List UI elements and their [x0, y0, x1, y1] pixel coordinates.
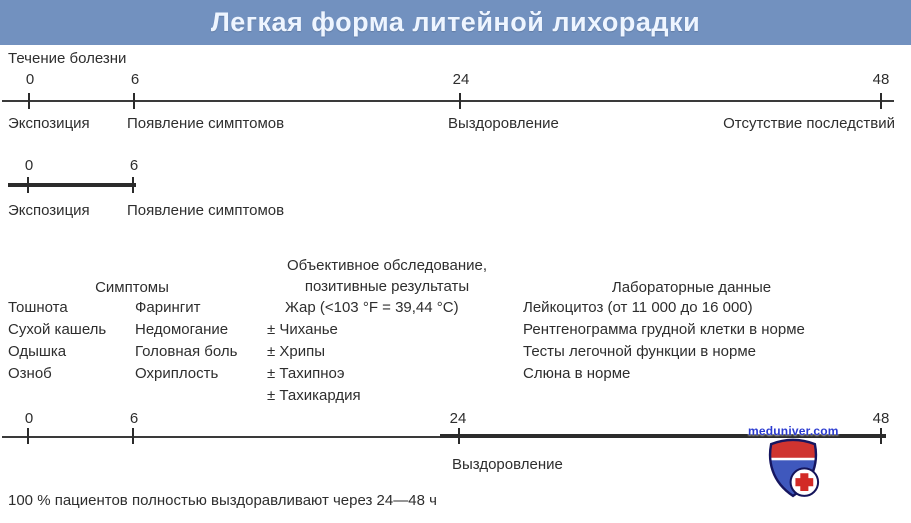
lab-item: Слюна в норме	[523, 365, 631, 382]
timeline-axis	[2, 436, 446, 438]
tick-mark	[27, 177, 29, 193]
footer-note: 100 % пациентов полностью выздоравливают через 24—48 ч	[8, 492, 437, 509]
tick-number: 6	[129, 157, 139, 174]
tick-mark	[459, 93, 461, 109]
symptom-item: Тошнота	[8, 299, 68, 316]
tick-number: 48	[872, 410, 890, 427]
tick-mark	[132, 177, 134, 193]
tick-mark	[132, 428, 134, 444]
objective-item: ± Чиханье	[267, 321, 338, 338]
tick-mark	[28, 93, 30, 109]
symptom-item: Сухой кашель	[8, 321, 107, 338]
tick-mark	[880, 428, 882, 444]
lab-item: Рентгенограмма грудной клетки в норме	[523, 321, 805, 338]
phase-label-recovery: Выздоровление	[448, 115, 559, 132]
phase-label-symptom-onset: Появление симптомов	[127, 115, 285, 132]
symptom-item: Недомогание	[135, 321, 229, 338]
objective-item: ± Тахикардия	[267, 387, 361, 404]
meduniver-watermark: meduniver.com	[748, 424, 839, 438]
tick-number: 0	[24, 157, 34, 174]
symptom-item: Головная боль	[135, 343, 238, 360]
symptom-item: Охриплость	[135, 365, 219, 382]
tick-mark	[880, 93, 882, 109]
objective-exam-header: Объективное обследование, позитивные результаты	[286, 257, 487, 295]
tick-number: 48	[872, 71, 890, 88]
tick-mark	[458, 428, 460, 444]
phase-label-symptom-onset: Появление симптомов	[127, 202, 285, 219]
phase-label-exposure: Экспозиция	[8, 115, 90, 132]
symptoms-header: Симптомы	[95, 279, 169, 296]
lab-item: Тесты легочной функции в норме	[523, 343, 757, 360]
title-bar	[0, 0, 911, 45]
symptom-item: Одышка	[8, 343, 67, 360]
tick-number: 0	[24, 410, 34, 427]
course-of-disease-label: Течение болезни	[8, 50, 127, 67]
tick-number: 6	[130, 71, 140, 88]
tick-mark	[133, 93, 135, 109]
tick-mark	[27, 428, 29, 444]
objective-item: ± Тахипноэ	[267, 365, 345, 382]
tick-number: 24	[449, 410, 467, 427]
symptom-item: Фарингит	[135, 299, 201, 316]
phase-label-no-sequelae: Отсутствие последствий	[723, 115, 895, 132]
lab-data-header: Лабораторные данные	[611, 279, 772, 296]
objective-item-fever: Жар (<103 °F = 39,44 °C)	[285, 299, 459, 316]
timeline-axis	[2, 100, 894, 102]
symptom-item: Озноб	[8, 365, 52, 382]
objective-item: ± Хрипы	[267, 343, 326, 360]
tick-number: 0	[25, 71, 35, 88]
medical-cross-icon	[791, 468, 819, 496]
phase-label-exposure: Экспозиция	[8, 202, 90, 219]
tick-number: 6	[129, 410, 139, 427]
phase-label-recovery: Выздоровление	[452, 456, 563, 473]
meduniver-logo	[760, 436, 826, 504]
lab-item: Лейкоцитоз (от 11 000 до 16 000)	[523, 299, 753, 316]
page-title: Легкая форма литейной лихорадки	[210, 7, 701, 37]
tick-number: 24	[452, 71, 470, 88]
